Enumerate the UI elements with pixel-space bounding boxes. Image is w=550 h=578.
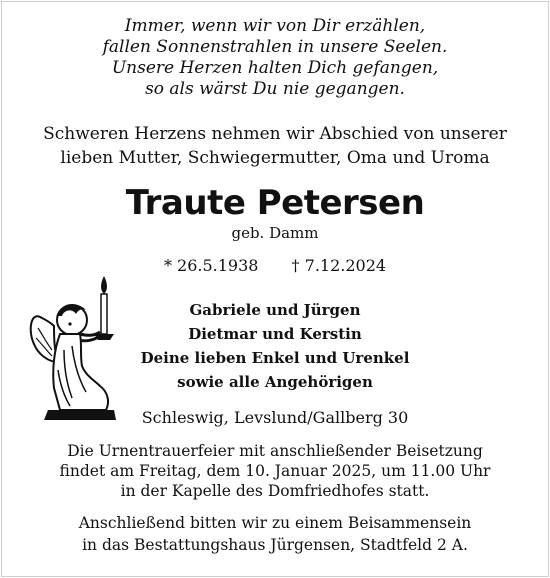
mourner-line: sowie alle Angehörigen: [177, 373, 373, 391]
service-info: [0, 441, 550, 501]
place-address: Schleswig, Levslund/Gallberg 30: [141, 408, 409, 427]
gathering-line: Anschließend bitten wir zu einem Beisammensein: [78, 514, 472, 532]
service-line: findet am Freitag, dem 10. Januar 2025, um 11.00 Uhr: [59, 462, 491, 480]
mourner-line: Deine lieben Enkel und Urenkel: [140, 349, 410, 367]
intro-line: lieben Mutter, Schwiegermutter, Oma und Uroma: [60, 148, 490, 168]
service-line: in der Kapelle des Domfriedhofes statt.: [120, 482, 430, 500]
poem: [0, 16, 550, 100]
death-date: † 7.12.2024: [291, 256, 387, 275]
poem-line: Immer, wenn wir von Dir erzählen,: [124, 16, 426, 36]
mourner-line: Dietmar und Kerstin: [188, 325, 362, 343]
mourners: [60, 298, 490, 394]
birth-date: * 26.5.1938: [163, 256, 259, 275]
poem-line: Unsere Herzen halten Dich gefangen,: [111, 58, 439, 78]
mourner-line: Gabriele und Jürgen: [189, 301, 361, 319]
gathering-info: [0, 512, 550, 556]
deceased-name: Traute Petersen: [125, 183, 425, 223]
intro-text: [0, 122, 550, 170]
service-line: Die Urnentrauerfeier mit anschließender Beisetzung: [67, 442, 483, 460]
intro-line: Schweren Herzens nehmen wir Abschied von unserer: [43, 124, 507, 144]
poem-line: so als wärst Du nie gegangen.: [145, 79, 405, 99]
gathering-line: in das Bestattungshaus Jürgensen, Stadtfeld 2 A.: [82, 536, 468, 554]
poem-line: fallen Sonnenstrahlen in unsere Seelen.: [102, 37, 448, 57]
birth-name: geb. Damm: [231, 224, 319, 242]
